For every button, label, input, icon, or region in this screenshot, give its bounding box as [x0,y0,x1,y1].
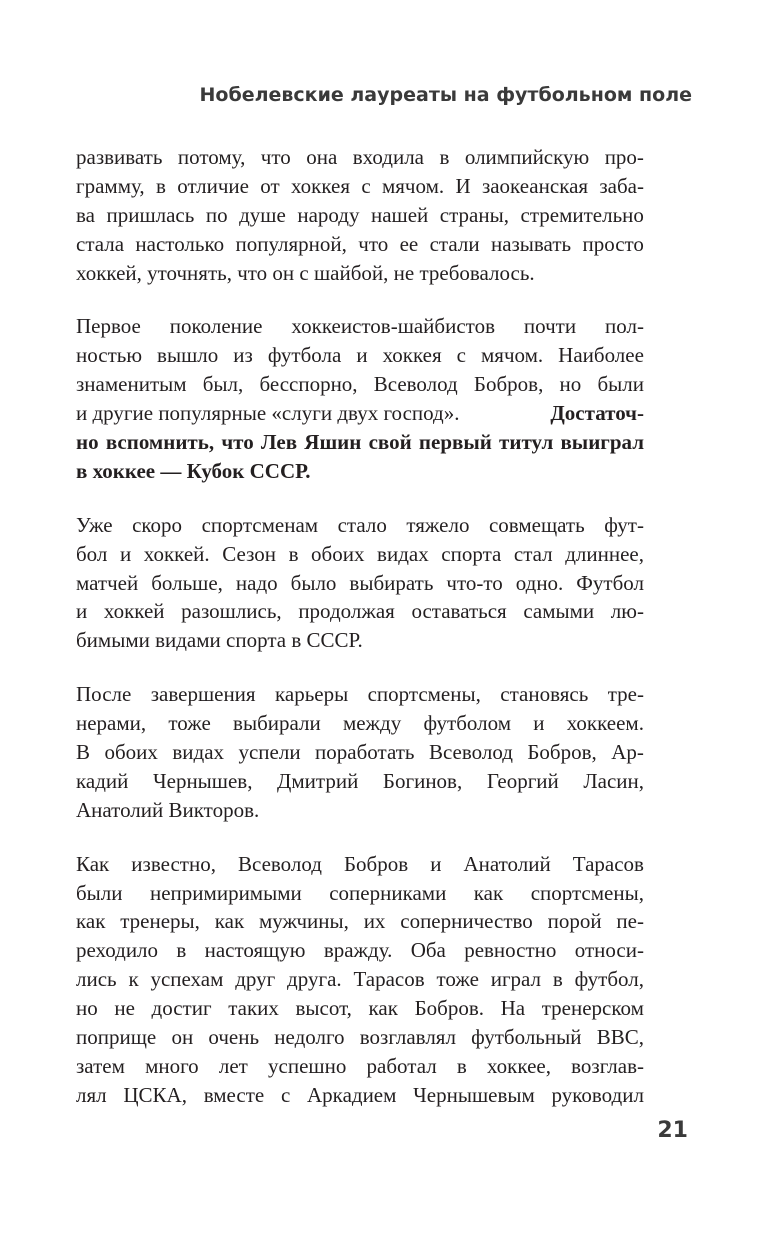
paragraph [76,143,644,287]
text-line: ностью вышло из футбола и хоккея с мячом. Наиболее [76,343,644,368]
text-line: После завершения карьеры спортсмены, становясь тре- [76,682,644,707]
text-line: кадий Чернышев, Дмитрий Богинов, Георгий Ласин, [76,768,644,793]
bold-text-line: но вспомнить, что Лев Яшин свой первый титул выиграл [76,430,644,455]
page-number: 21 [657,1118,688,1143]
text-line: затем много лет успешно работал в хоккее, возглав- [76,1053,644,1078]
text-line: лись к успехам друг друга. Тарасов тоже играл в футбол, [76,967,644,992]
text-line: но не достиг таких высот, как Бобров. На тренерском [76,996,644,1021]
text-line: хоккей, уточнять, что он с шайбой, не требовалось. [76,260,535,285]
running-header: Нобелевские лауреаты на футбольном поле [199,84,692,106]
text-line: поприще он очень недолго возглавлял футбольный ВВС, [76,1025,644,1050]
text-line: Анатолий Викторов. [76,797,260,822]
text-line: и хоккей разошлись, продолжая оставаться самыми лю- [76,599,644,624]
paragraph [76,680,644,824]
paragraph [76,511,644,655]
text-line: реходило в настоящую вражду. Оба ревностно относи- [76,938,644,963]
text-fragment: и другие популярные «слуги двух господ». [76,401,460,426]
text-body [76,143,644,1135]
text-line: Первое поколение хоккеистов-шайбистов почти пол- [76,314,644,339]
bold-fragment: Достаточ- [550,401,644,426]
text-line: были непримиримыми соперниками как спортсмены, [76,880,644,905]
text-line: бол и хоккей. Сезон в обоих видах спорта стал длиннее, [76,541,644,566]
bold-text-line: в хоккее — Кубок СССР. [76,458,311,483]
paragraph [76,850,644,1110]
text-line: нерами, тоже выбирали между футболом и хоккеем. [76,711,644,736]
paragraph [76,312,644,485]
text-line: грамму, в отличие от хоккея с мячом. И заокеанская заба- [76,173,644,198]
text-line: Уже скоро спортсменам стало тяжело совмещать фут- [76,512,644,537]
text-line: знаменитым был, бесспорно, Всеволод Бобров, но были [76,372,644,397]
text-line: В обоих видах успели поработать Всеволод Бобров, Ар- [76,740,644,765]
text-line: матчей больше, надо было выбирать что-то одно. Футбол [76,570,644,595]
text-line-mixed [76,399,644,428]
text-line: стала настолько популярной, что ее стали называть просто [76,231,644,256]
text-line: лял ЦСКА, вместе с Аркадием Чернышевым руководил [76,1082,644,1107]
text-line: развивать потому, что она входила в олимпийскую про- [76,145,644,169]
text-line: бимыми видами спорта в СССР. [76,628,363,653]
text-line: Как известно, Всеволод Бобров и Анатолий Тарасов [76,851,644,876]
text-line: ва пришлась по душе народу нашей страны, стремительно [76,202,644,227]
text-line: как тренеры, как мужчины, их соперничество порой пе- [76,909,644,934]
